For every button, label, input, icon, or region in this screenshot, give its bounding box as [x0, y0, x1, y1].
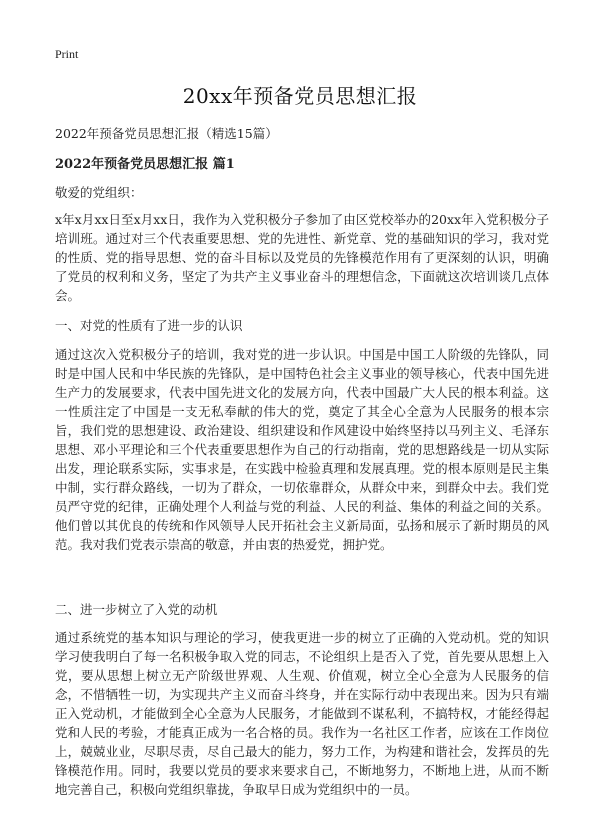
article-heading: 2022年预备党员思想汇报 篇1	[55, 157, 235, 172]
paragraph-intro: x年x月xx日至x月xx日，我作为入党积极分子参加了由区党校举办的20xx年入党积极分子培训班。通过对三个代表重要思想、党的先进性、新党章、党的基础知识的学习，我对党的性质、党的指导思想、党的奋斗目标以及党员的先锋模范作用有了更深刻的认识，明确了党员的权利和义务，坚定了为共产主义事业奋斗的理想信念，下面就这次培训谈几点体会。	[55, 212, 549, 303]
page-title: 20xx年预备党员思想汇报	[182, 84, 418, 108]
document-subtitle: 2022年预备党员思想汇报（精选15篇）	[55, 126, 278, 141]
section-heading-1: 一、对党的性质有了进一步的认识	[55, 318, 243, 333]
paragraph-party-nature: 通过这次入党积极分子的培训，我对党的进一步认识。中国是中国工人阶级的先锋队，同时是中国人民和中华民族的先锋队，是中国特色社会主义事业的领导核心，代表中国先进生产力的发展要求，代表中国先进文化的发展方向，代表中国最广大人民的根本利益。这一性质注定了中国是一支无私奉献的伟大的党，奠定了其全心全意为人民服务的根本宗旨，我们党的思想建设、政治建设、组织建设和作风建设中始终坚持以马列主义、毛泽东思想、邓小平理论和三个代表重要思想作为自己的行动指南，党的思想路线是一切从实际出发，理论联系实际，实事求是，在实践中检验真理和发展真理。党的根本原则是民主集中制，实行群众路线，一切为了群众，一切依靠群众，从群众中来，到群众中去。我们党员严守党的纪律，正确处理个人利益与党的利益、人民的利益、集体的利益之间的关系。他们曾以其优良的传统和作风领导人民开拓社会主义新局面，弘扬和展示了新时期员的风范。我对我们党表示崇高的敬意，并由衷的热爱党，拥护党。	[55, 347, 549, 552]
print-link[interactable]: Print	[55, 47, 79, 61]
greeting-text: 敬爱的党组织：	[55, 185, 143, 200]
section-heading-2: 二、进一步树立了入党的动机	[55, 602, 218, 617]
paragraph-motivation: 通过系统党的基本知识与理论的学习，使我更进一步的树立了正确的入党动机。党的知识学习使我明白了每一名积极争取入党的同志，不论组织上是否入了党，首先要从思想上入党，要从思想上树立无产阶级世界观、人生观、价值观，树立全心全意为人民服务的信念，不惜牺牲一切，为实现共产主义而奋斗终身，并在实际行动中表现出来。因为只有端正入党动机，才能做到全心全意为人民服务，才能做到不谋私利，不搞特权，才能经得起党和人民的考验，才能真正成为一名合格的员。我作为一名社区工作者，应该在工作岗位上，兢兢业业，尽职尽责，尽自己最大的能力，努力工作，为构建和谐社会，发挥员的先锋模范作用。同时，我要以党员的要求来要求自己，不断地努力，不断地上进，从而不断地完善自己，积极向党组织靠拢，争取早日成为党组织中的一员。	[55, 630, 549, 797]
